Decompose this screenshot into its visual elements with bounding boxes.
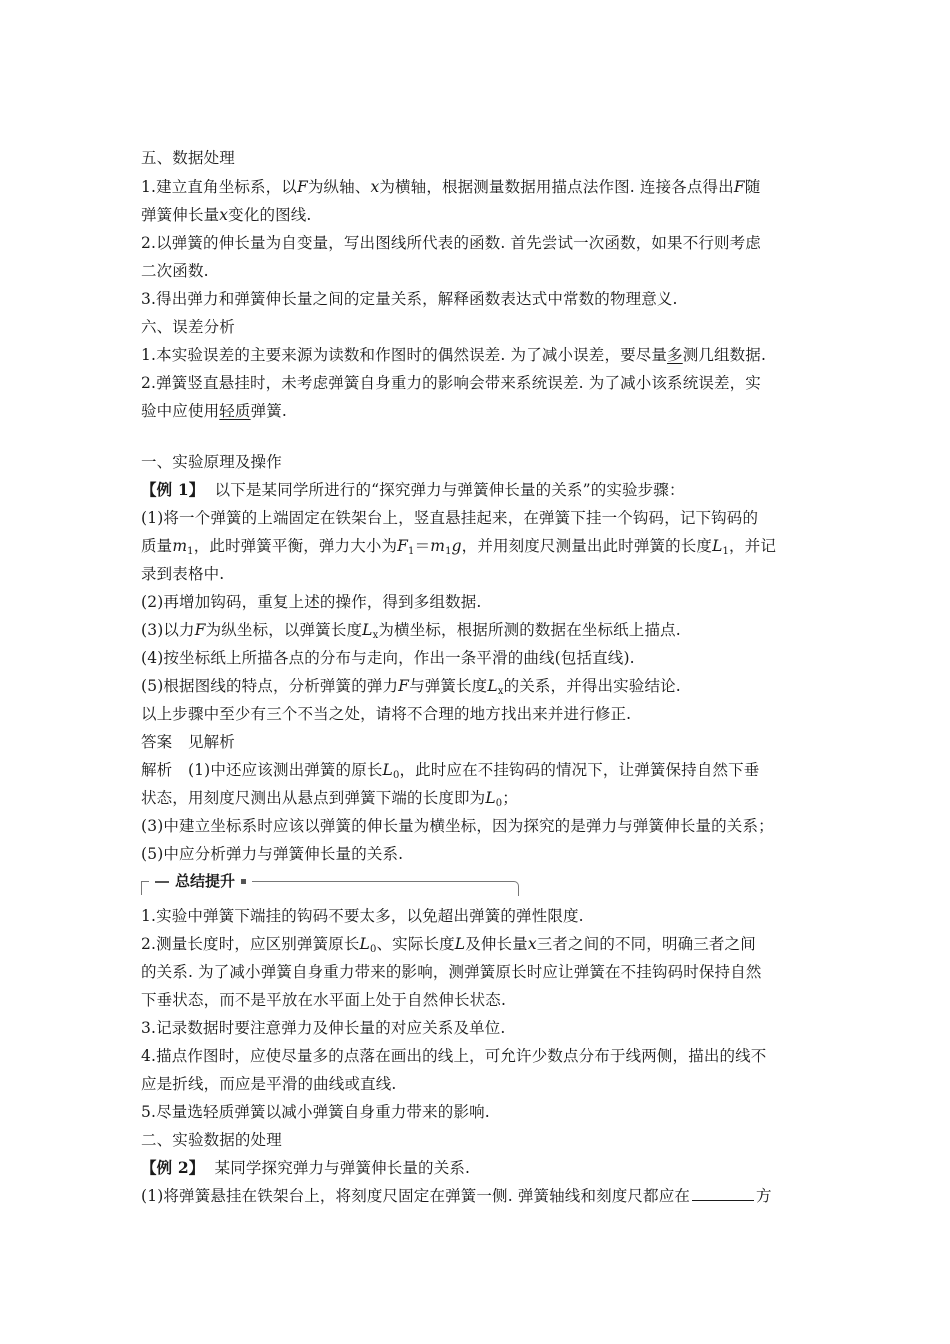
paragraph-line: 验中应使用轻质弹簧. (141, 402, 287, 420)
summary-line: 应是折线，而应是平滑的曲线或直线. (141, 1075, 397, 1093)
answer-line: 答案 见解析 (141, 733, 235, 751)
summary-divider-left (141, 881, 148, 895)
part-heading-principle-operation: 一、实验原理及操作 (141, 453, 282, 471)
step-line: 录到表格中. (141, 565, 225, 583)
dash-icon (155, 881, 169, 883)
summary-line: 5.尽量选轻质弹簧以减小弹簧自身重力带来的影响. (141, 1103, 490, 1121)
square-bullet-icon (241, 879, 246, 884)
step-line: (1)将一个弹簧的上端固定在铁架台上，竖直悬挂起来，在弹簧下挂一个钩码，记下钩码的 (141, 509, 759, 527)
step-line: (5)根据图线的特点，分析弹簧的弹力F与弹簧长度$L_x$的关系，并得出实验结论. (141, 677, 681, 697)
example-2-label: 【例 2】 (141, 1158, 205, 1177)
step-line: (4)按坐标纸上所描各点的分布与走向，作出一条平滑的曲线(包括直线). (141, 649, 635, 667)
analysis-line: (5)中应分析弹力与弹簧伸长量的关系. (141, 845, 404, 863)
summary-line: 下垂状态，而不是平放在水平面上处于自然伸长状态. (141, 991, 507, 1009)
summary-header-box (141, 871, 519, 897)
paragraph-line: 弹簧伸长量x变化的图线. (141, 206, 312, 224)
paragraph-line: 3.得出弹力和弹簧伸长量之间的定量关系，解释函数表达式中常数的物理意义. (141, 290, 678, 308)
summary-line: 2.测量长度时，应区别弹簧原长$L_0$、实际长度L及伸长量x三者之间的不同，明确三者之间 (141, 935, 756, 955)
example-1-prompt: 【例 1】 以下是某同学所进行的“探究弹力与弹簧伸长量的关系”的实验步骤： (141, 480, 685, 499)
paragraph-line: 1.本实验误差的主要来源为读数和作图时的偶然误差. 为了减小误差，要尽量多测几组数据. (141, 346, 767, 364)
summary-line: 1.实验中弹簧下端挂的钩码不要太多，以免超出弹簧的弹性限度. (141, 907, 584, 925)
summary-line: 的关系. 为了减小弹簧自身重力带来的影响，测弹簧原长时应让弹簧在不挂钩码时保持自然 (141, 963, 762, 981)
paragraph-line: 1.建立直角坐标系，以F为纵轴、x为横轴，根据测量数据用描点法作图. 连接各点得出F随 (141, 178, 761, 196)
analysis-line: 解析 (1)中还应该测出弹簧的原长$L_0$，此时应在不挂钩码的情况下，让弹簧保持自然下垂 (141, 761, 760, 781)
section-heading-data-processing: 五、数据处理 (141, 149, 235, 167)
answer-blank[interactable] (692, 1186, 754, 1201)
paragraph-line: 二次函数. (141, 262, 209, 280)
example-2-prompt: 【例 2】 某同学探究弹力与弹簧伸长量的关系. (141, 1158, 471, 1177)
section-heading-error-analysis: 六、误差分析 (141, 318, 235, 336)
part-heading-data-processing: 二、实验数据的处理 (141, 1131, 282, 1149)
step-line: 质量$m_1$，此时弹簧平衡，弹力大小为$F_1=m_1g$，并用刻度尺测量出此时弹簧的长度$L_1$，并记 (141, 537, 776, 557)
step-line: (2)再增加钩码，重复上述的操作，得到多组数据. (141, 593, 482, 611)
summary-title: 总结提升 (149, 871, 252, 891)
question-line: (1)将弹簧悬挂在铁架台上，将刻度尺固定在弹簧一侧. 弹簧轴线和刻度尺都应在 方 (141, 1187, 772, 1205)
paragraph-line: 2.以弹簧的伸长量为自变量，写出图线所代表的函数. 首先尝试一次函数，如果不行则考虑 (141, 234, 761, 252)
summary-line: 3.记录数据时要注意弹力及伸长量的对应关系及单位. (141, 1019, 506, 1037)
step-line: (3)以力F为纵坐标，以弹簧长度$L_x$为横坐标，根据所测的数据在坐标纸上描点. (141, 621, 681, 641)
summary-line: 4.描点作图时，应使尽量多的点落在画出的线上，可允许少数点分布于线两侧，描出的线不 (141, 1047, 767, 1065)
paragraph-line: 2.弹簧竖直悬挂时，未考虑弹簧自身重力的影响会带来系统误差. 为了减小该系统误差，实 (141, 374, 761, 392)
example-1-label: 【例 1】 (141, 480, 205, 499)
analysis-line: (3)中建立坐标系时应该以弹簧的伸长量为横坐标，因为探究的是弹力与弹簧伸长量的关系； (141, 817, 774, 835)
analysis-line: 状态，用刻度尺测出从悬点到弹簧下端的长度即为$L_0$； (141, 789, 518, 809)
question-line: 以上步骤中至少有三个不当之处，请将不合理的地方找出来并进行修正. (141, 705, 632, 723)
